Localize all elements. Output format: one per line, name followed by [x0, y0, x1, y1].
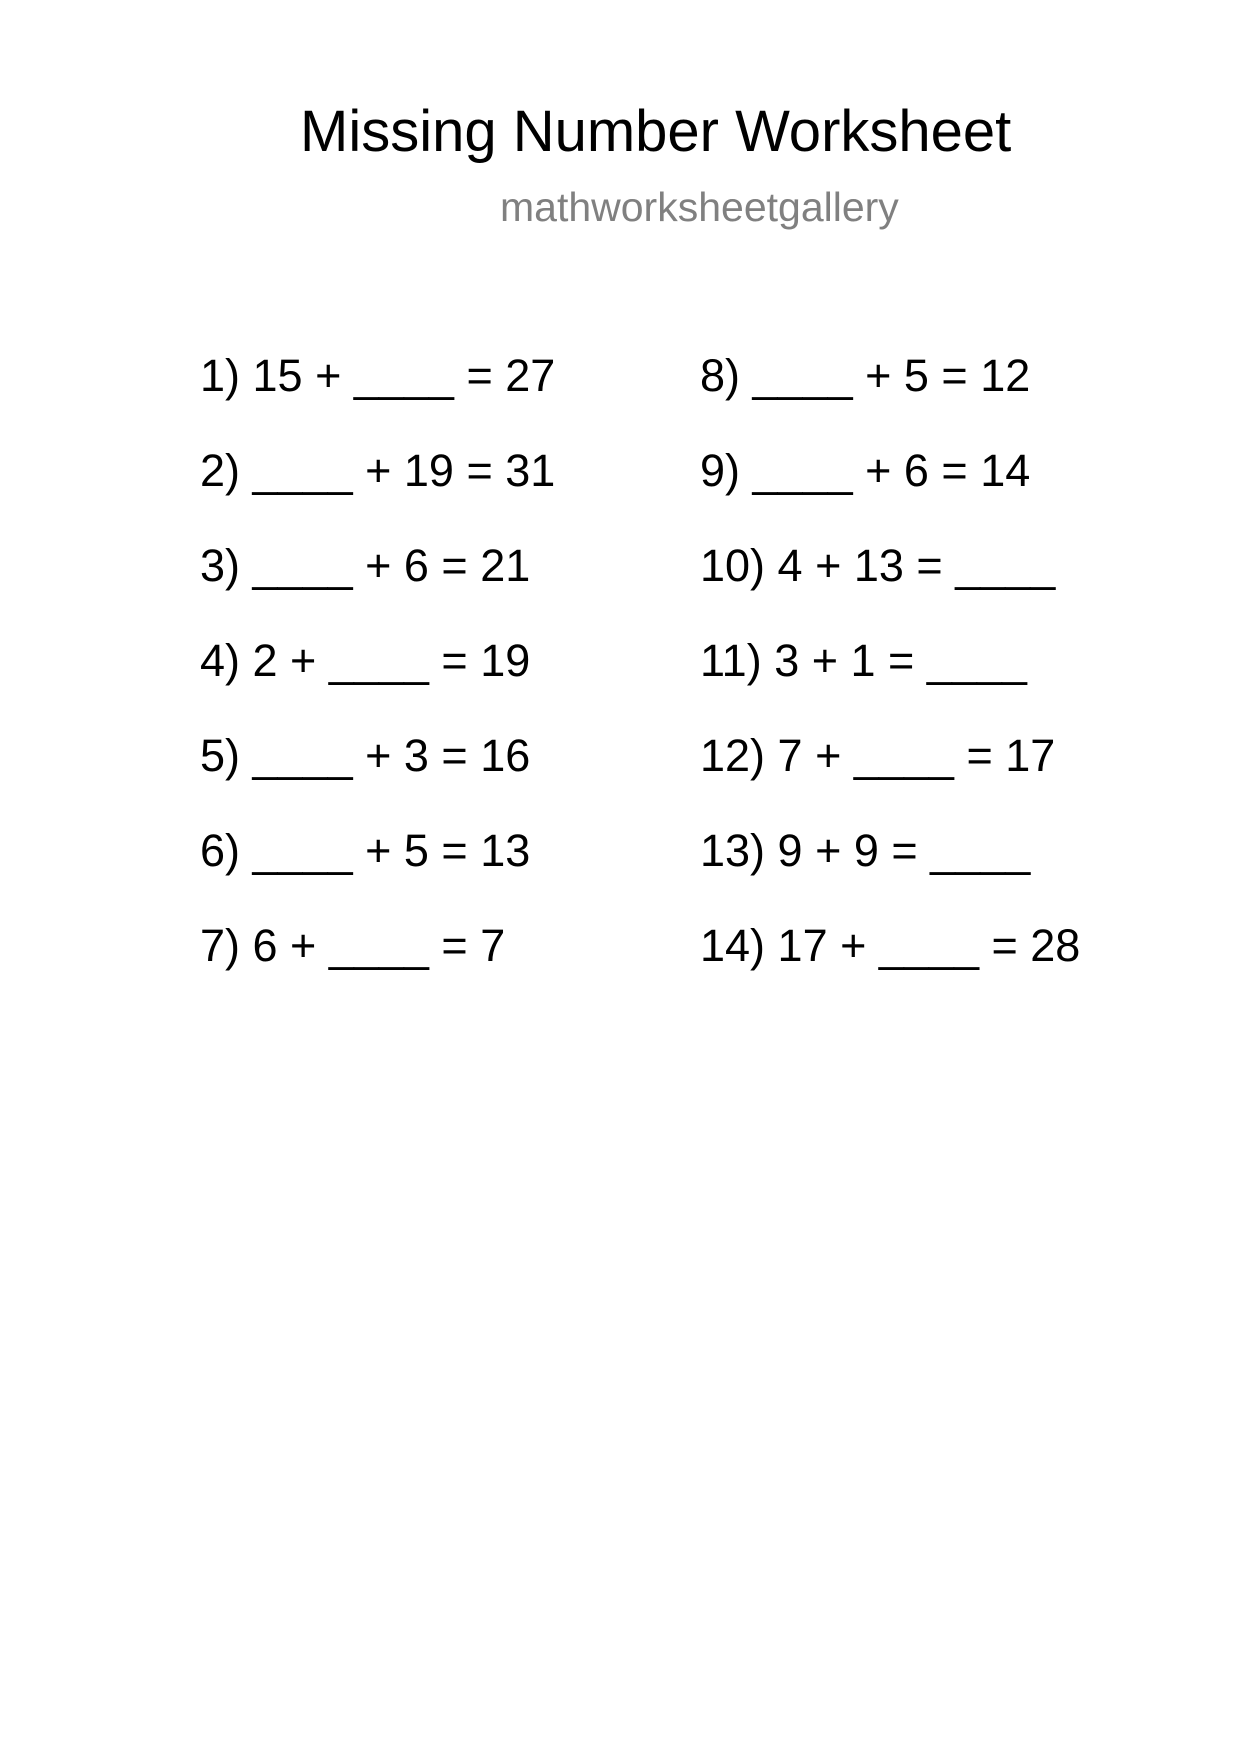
problem: 11) 3 + 1 = ____	[700, 635, 1027, 686]
problem: 3) ____ + 6 = 21	[200, 540, 531, 591]
problem: 5) ____ + 3 = 16	[200, 730, 531, 781]
problem: 2) ____ + 19 = 31	[200, 445, 556, 496]
problem: 6) ____ + 5 = 13	[200, 825, 531, 876]
problem: 9) ____ + 6 = 14	[700, 445, 1031, 496]
worksheet-source: mathworksheetgallery	[500, 184, 899, 230]
problem: 1) 15 + ____ = 27	[200, 350, 556, 401]
problem: 10) 4 + 13 = ____	[700, 540, 1056, 591]
worksheet-title: Missing Number Worksheet	[300, 99, 1012, 164]
problem: 14) 17 + ____ = 28	[700, 920, 1081, 971]
problem: 12) 7 + ____ = 17	[700, 730, 1056, 781]
problems-column-left	[200, 348, 555, 1013]
problem: 13) 9 + 9 = ____	[700, 825, 1031, 876]
problem: 8) ____ + 5 = 12	[700, 350, 1031, 401]
problem: 7) 6 + ____ = 7	[200, 920, 506, 971]
problem: 4) 2 + ____ = 19	[200, 635, 531, 686]
problems-column-right	[700, 348, 1080, 1013]
